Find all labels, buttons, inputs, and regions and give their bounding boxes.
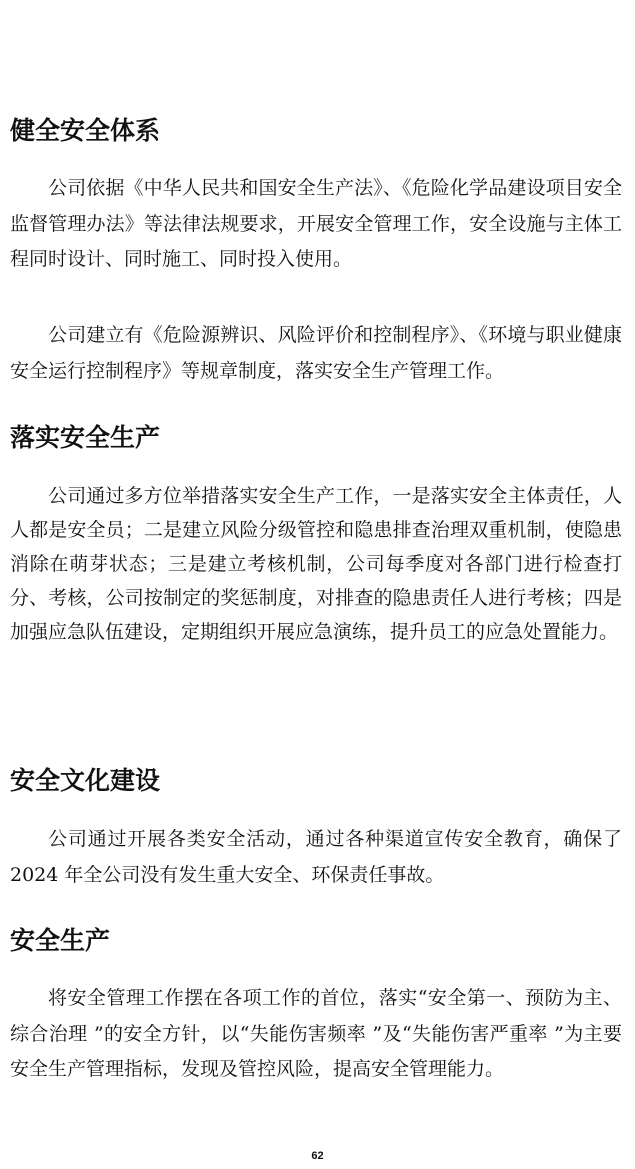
page-number: 62 — [311, 1150, 324, 1162]
paragraph-safe-production-1: 将安全管理工作摆在各项工作的首位，落实“安全第一、预防为主、综合治理 ”的安全方针，以“失能伤害频率 ”及“失能伤害严重率 ”为主要安全生产管理指标，发现及管控风险，提高安全管理能力。 — [10, 987, 622, 1080]
paragraph-safety-culture-1: 公司通过开展各类安全活动，通过各种渠道宣传安全教育，确保了 2024 年全公司没有发生重大安全、环保责任事故。 — [10, 828, 622, 886]
section-heading-safety-system: 健全安全体系 — [10, 116, 161, 145]
paragraph-implement-safety-1: 公司通过多方位举措落实安全生产工作，一是落实安全主体责任，人人都是安全员；二是建立风险分级管控和隐患排查治理双重机制，使隐患消除在萌芽状态；三是建立考核机制，公司每季度对各部门进行检查打分、考核，公司按制定的奖惩制度，对排查的隐患责任人进行考核；四是加强应急队伍建设，定期组织开展应急演练，提升员工的应急处置能力。 — [10, 485, 622, 643]
paragraph-safety-system-1: 公司依据《中华人民共和国安全生产法》、《危险化学品建设项目安全监督管理办法》等法律法规要求，开展安全管理工作，安全设施与主体工程同时设计、同时施工、同时投入使用。 — [10, 177, 622, 270]
section-heading-safety-culture: 安全文化建设 — [10, 766, 161, 795]
section-heading-safe-production: 安全生产 — [10, 926, 111, 955]
paragraph-safety-system-2: 公司建立有《危险源辨识、风险评价和控制程序》、《环境与职业健康安全运行控制程序》等规章制度，落实安全生产管理工作。 — [10, 324, 622, 382]
section-heading-implement-safety: 落实安全生产 — [10, 423, 161, 452]
